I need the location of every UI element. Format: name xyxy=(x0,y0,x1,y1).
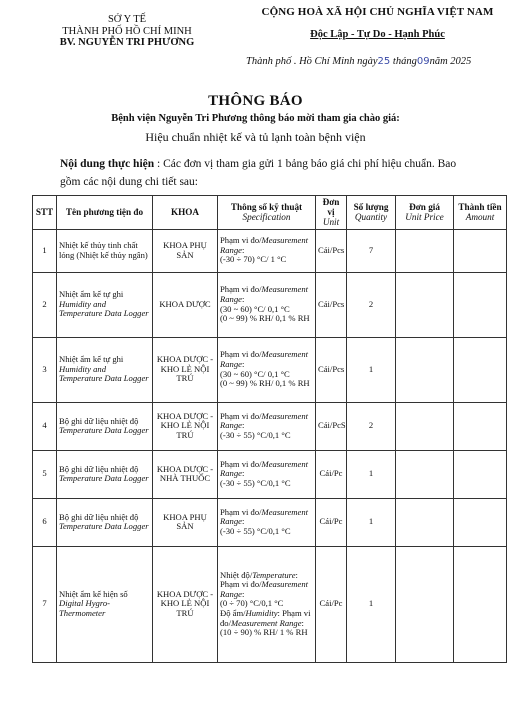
row-name: Bộ ghi dữ liệu nhiệt độ Temperature Data Logger xyxy=(57,450,153,498)
row-spec: Phạm vi đo/Measurement Range: (-30 ÷ 55) °C/0,1 °C xyxy=(218,498,316,546)
row-amount xyxy=(454,229,507,272)
issuer-department: SỞ Y TẾ xyxy=(107,14,147,25)
items-table xyxy=(32,195,507,663)
date-year: năm 2025 xyxy=(429,56,472,67)
national-header xyxy=(250,6,505,40)
row-quantity: 1 xyxy=(347,337,396,402)
row-stt: 1 xyxy=(33,229,57,272)
row-khoa: KHOA DƯỢC - KHO LẺ NỘI TRÚ xyxy=(153,402,218,450)
issuer-city: THÀNH PHỐ HỒ CHÍ MINH xyxy=(62,25,192,37)
row-spec: Nhiệt độ/Temperature: Phạm vi đo/Measurement Range: (0 ÷ 70) °C/0,1 °C Độ ẩm/Humidity: Phạm vi đo/Measurement Range: (10 ÷ 90) % RH/ 1 % RH xyxy=(218,546,316,662)
row-unit-price xyxy=(396,450,454,498)
row-unit: Cái/PcS xyxy=(316,402,347,450)
row-name: Nhiệt kế thủy tinh chất lỏng (Nhiệt kế thủy ngân) xyxy=(57,229,153,272)
header-khoa: KHOA xyxy=(153,196,218,230)
table-row xyxy=(33,450,507,498)
document-title: THÔNG BÁO xyxy=(208,93,303,109)
row-khoa: KHOA DƯỢC - NHÀ THUỐC xyxy=(153,450,218,498)
row-spec: Phạm vi đo/Measurement Range: (-30 ÷ 55) °C/0,1 °C xyxy=(218,402,316,450)
row-stt: 6 xyxy=(33,498,57,546)
table-row xyxy=(33,272,507,337)
row-amount xyxy=(454,546,507,662)
row-stt: 3 xyxy=(33,337,57,402)
row-name: Nhiệt ẩm kế tự ghi Humidity and Temperature Data Logger xyxy=(57,337,153,402)
content-paragraph xyxy=(60,155,502,191)
row-spec: Phạm vi đo/Measurement Range: (30 ~ 60) °C/ 0,1 °C (0 ~ 99) % RH/ 0,1 % RH xyxy=(218,272,316,337)
row-amount xyxy=(454,337,507,402)
row-quantity: 1 xyxy=(347,450,396,498)
content-text-1: : Các đơn vị tham gia gửi 1 bảng báo giá chi phí hiệu chuẩn. Bao xyxy=(154,158,457,170)
document-subject: Hiệu chuẩn nhiệt kế và tủ lạnh toàn bệnh viện xyxy=(145,130,366,144)
table-row xyxy=(33,229,507,272)
row-quantity: 1 xyxy=(347,498,396,546)
row-amount xyxy=(454,450,507,498)
row-unit: Cái/Pc xyxy=(316,498,347,546)
row-unit-price xyxy=(396,229,454,272)
row-khoa: KHOA PHỤ SẢN xyxy=(153,229,218,272)
header-amount: Thành tiền Amount xyxy=(454,196,507,230)
date-day: 25 xyxy=(377,56,391,67)
nation-name: CỘNG HOÀ XÃ HỘI CHỦ NGHĨA VIỆT NAM xyxy=(261,6,494,18)
row-stt: 2 xyxy=(33,272,57,337)
date-month: 09 xyxy=(416,56,430,67)
row-unit-price xyxy=(396,337,454,402)
date-prefix: Thành phố . Hồ Chí Minh ngày xyxy=(246,56,378,67)
row-name: Nhiệt ẩm kế hiện số Digital Hygro-Thermometer xyxy=(57,546,153,662)
header-name: Tên phương tiện đo xyxy=(57,196,153,230)
table-row xyxy=(33,402,507,450)
header-spec: Thông số kỹ thuật Specification xyxy=(218,196,316,230)
row-unit-price xyxy=(396,402,454,450)
document-date xyxy=(246,56,471,67)
date-month-word: tháng xyxy=(392,56,417,67)
row-unit-price xyxy=(396,498,454,546)
row-unit-price xyxy=(396,272,454,337)
row-spec: Phạm vi đo/Measurement Range: (-30 ÷ 70) °C/ 1 °C xyxy=(218,229,316,272)
header-quantity: Số lượng Quantity xyxy=(347,196,396,230)
row-quantity: 2 xyxy=(347,272,396,337)
row-unit: Cái/Pcs xyxy=(316,272,347,337)
row-quantity: 7 xyxy=(347,229,396,272)
table-row xyxy=(33,498,507,546)
row-name: Nhiệt ẩm kế tự ghi Humidity and Temperature Data Logger xyxy=(57,272,153,337)
row-quantity: 2 xyxy=(347,402,396,450)
content-label: Nội dung thực hiện xyxy=(60,158,155,170)
table-row xyxy=(33,337,507,402)
header-unit: Đơn vị Unit xyxy=(316,196,347,230)
issuer-hospital: BV. NGUYỄN TRI PHƯƠNG xyxy=(59,37,195,48)
row-unit-price xyxy=(396,546,454,662)
table-header-row xyxy=(33,196,507,230)
row-khoa: KHOA DƯỢC xyxy=(153,272,218,337)
national-motto: Độc Lập - Tự Do - Hạnh Phúc xyxy=(310,29,445,40)
row-khoa: KHOA DƯỢC - KHO LẺ NỘI TRÚ xyxy=(153,337,218,402)
row-stt: 4 xyxy=(33,402,57,450)
row-spec: Phạm vi đo/Measurement Range: (30 ~ 60) °C/ 0,1 °C (0 ~ 99) % RH/ 0,1 % RH xyxy=(218,337,316,402)
row-spec: Phạm vi đo/Measurement Range: (-30 ÷ 55) °C/0,1 °C xyxy=(218,450,316,498)
row-stt: 7 xyxy=(33,546,57,662)
row-unit: Cái/Pcs xyxy=(316,229,347,272)
row-khoa: KHOA PHỤ SẢN xyxy=(153,498,218,546)
table-row xyxy=(33,546,507,662)
row-unit: Cái/Pc xyxy=(316,450,347,498)
header-unit-price: Đơn giá Unit Price xyxy=(396,196,454,230)
row-amount xyxy=(454,402,507,450)
row-amount xyxy=(454,498,507,546)
document-intro: Bệnh viện Nguyễn Tri Phương thông báo mời tham gia chào giá: xyxy=(111,113,400,124)
content-text-2: gồm các nội dung chi tiết sau: xyxy=(60,176,198,188)
row-name: Bộ ghi dữ liệu nhiệt độ Temperature Data Logger xyxy=(57,498,153,546)
row-amount xyxy=(454,272,507,337)
row-quantity: 1 xyxy=(347,546,396,662)
row-stt: 5 xyxy=(33,450,57,498)
issuer-block xyxy=(42,14,212,49)
row-unit: Cái/Pc xyxy=(316,546,347,662)
row-unit: Cái/Pcs xyxy=(316,337,347,402)
row-name: Bộ ghi dữ liệu nhiệt độ Temperature Data Logger xyxy=(57,402,153,450)
header-stt: STT xyxy=(33,196,57,230)
row-khoa: KHOA DƯỢC - KHO LẺ NỘI TRÚ xyxy=(153,546,218,662)
